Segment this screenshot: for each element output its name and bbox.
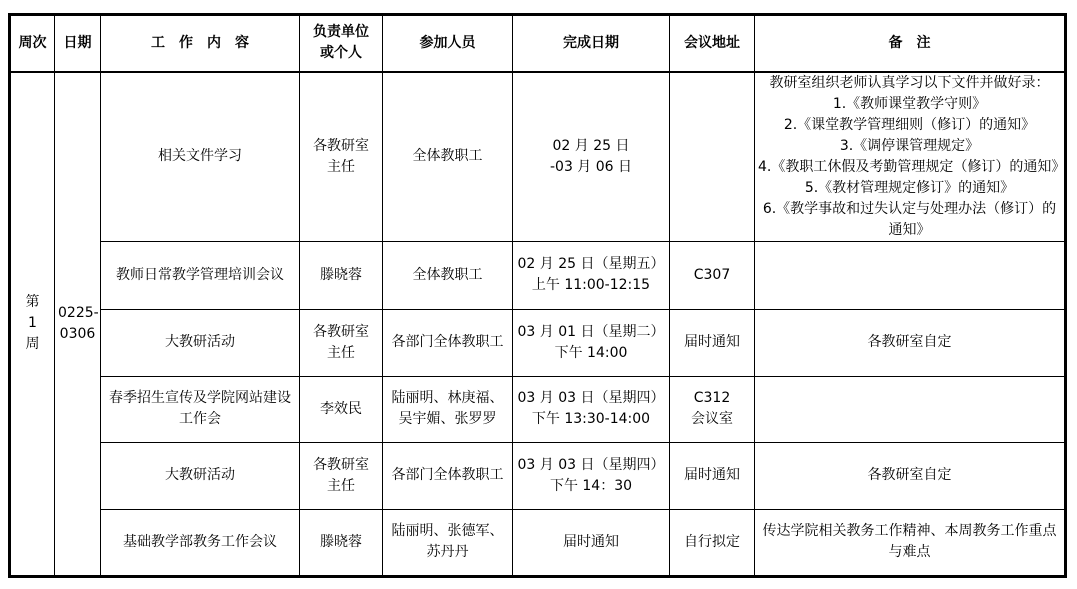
table-row <box>10 442 1066 509</box>
notes-line: 1.《教师课堂教学守则》 <box>832 95 987 112</box>
table-row <box>10 72 1066 242</box>
week-line1: 第 <box>25 294 40 311</box>
week-line2: 1 <box>28 315 37 332</box>
completion-line: 上午 11:00-12:15 <box>531 277 651 294</box>
header-week: 周次 <box>10 15 55 72</box>
completion-cell <box>513 309 670 376</box>
table-row <box>10 242 1066 309</box>
work-cell: 大教研活动 <box>101 309 300 376</box>
completion-cell <box>513 242 670 309</box>
completion-line: 03 月 03 日（星期四） <box>517 456 665 473</box>
header-venue: 会议地址 <box>670 15 755 72</box>
owner-cell: 滕晓蓉 <box>300 509 383 576</box>
owner-cell: 滕晓蓉 <box>300 242 383 309</box>
participants-cell <box>383 376 513 442</box>
table-row <box>10 376 1066 442</box>
notes-line: 5.《教材管理规定修订》的通知》 <box>804 179 1015 196</box>
notes-cell <box>755 72 1066 242</box>
work-cell: 基础教学部教务工作会议 <box>101 509 300 576</box>
owner-cell <box>300 442 383 509</box>
date-range-line1: 0225- <box>58 304 99 321</box>
header-work: 工 作 内 容 <box>101 15 300 72</box>
notes-line: 4.《教职工休假及考勤管理规定（修订）的通知》 <box>758 158 1066 175</box>
notes-cell <box>755 376 1066 442</box>
owner-cell <box>300 309 383 376</box>
participants-cell: 各部门全体教职工 <box>383 309 513 376</box>
venue-cell: C307 <box>670 242 755 309</box>
owner-line: 主任 <box>327 477 355 494</box>
notes-line: 3.《调停课管理规定》 <box>839 137 980 154</box>
completion-line: 02 月 25 日（星期五） <box>517 256 665 273</box>
owner-cell <box>300 72 383 242</box>
venue-cell <box>670 376 755 442</box>
work-cell: 教师日常教学管理培训会议 <box>101 242 300 309</box>
work-cell: 春季招生宣传及学院网站建设工作会 <box>101 376 300 442</box>
owner-line: 各教研室 <box>313 456 369 473</box>
participants-cell <box>383 509 513 576</box>
notes-line: 6.《教学事故和过失认定与处理办法（修订）的通知》 <box>762 200 1057 238</box>
completion-line: 下午 14：30 <box>549 477 633 494</box>
header-owner-line1: 负责单位 <box>313 24 369 41</box>
owner-line: 主任 <box>327 158 355 175</box>
header-row <box>10 15 1066 72</box>
venue-cell: 届时通知 <box>670 442 755 509</box>
participants-line: 吴宇媚、张罗罗 <box>398 411 497 428</box>
completion-line: 下午 13:30-14:00 <box>531 411 651 428</box>
owner-line: 各教研室 <box>313 137 369 154</box>
venue-line: C312 <box>693 390 731 407</box>
completion-cell: 届时通知 <box>513 509 670 576</box>
work-cell: 相关文件学习 <box>101 72 300 242</box>
completion-line: 03 月 03 日（星期四） <box>517 390 665 407</box>
participants-line: 苏丹丹 <box>426 544 469 561</box>
header-date: 日期 <box>55 15 101 72</box>
completion-line: 下午 14:00 <box>554 344 628 361</box>
header-owner-line2: 或个人 <box>320 45 362 62</box>
table-row <box>10 309 1066 376</box>
venue-cell: 届时通知 <box>670 309 755 376</box>
work-cell: 大教研活动 <box>101 442 300 509</box>
participants-cell: 全体教职工 <box>383 242 513 309</box>
venue-line: 会议室 <box>691 411 733 428</box>
completion-cell <box>513 376 670 442</box>
participants-cell: 全体教职工 <box>383 72 513 242</box>
week-line3: 周 <box>25 336 40 353</box>
date-range-line2: 0306 <box>59 325 96 342</box>
completion-cell <box>513 442 670 509</box>
participants-line: 陆丽明、张德军、 <box>391 523 504 540</box>
table-row <box>10 509 1066 576</box>
date-range-cell <box>55 72 101 577</box>
schedule-table <box>8 13 1067 578</box>
completion-line: -03 月 06 日 <box>549 158 633 175</box>
notes-cell: 各教研室自定 <box>755 309 1066 376</box>
week-cell <box>10 72 55 577</box>
notes-line: 教研室组织老师认真学习以下文件并做好录： <box>769 74 1050 91</box>
completion-cell <box>513 72 670 242</box>
owner-line: 各教研室 <box>313 323 369 340</box>
notes-line: 2.《课堂教学管理细则（修订）的通知》 <box>783 116 1036 133</box>
participants-line: 陆丽明、林庚福、 <box>391 390 504 407</box>
completion-line: 02 月 25 日 <box>552 137 630 154</box>
venue-cell: 自行拟定 <box>670 509 755 576</box>
header-owner <box>300 15 383 72</box>
header-notes: 备 注 <box>755 15 1066 72</box>
header-participants: 参加人员 <box>383 15 513 72</box>
notes-cell: 各教研室自定 <box>755 442 1066 509</box>
venue-cell <box>670 72 755 242</box>
header-completion: 完成日期 <box>513 15 670 72</box>
participants-cell: 各部门全体教职工 <box>383 442 513 509</box>
notes-cell <box>755 242 1066 309</box>
notes-cell: 传达学院相关教务工作精神、本周教务工作重点与难点 <box>755 509 1066 576</box>
owner-line: 主任 <box>327 344 355 361</box>
owner-cell: 李效民 <box>300 376 383 442</box>
completion-line: 03 月 01 日（星期二） <box>517 323 665 340</box>
